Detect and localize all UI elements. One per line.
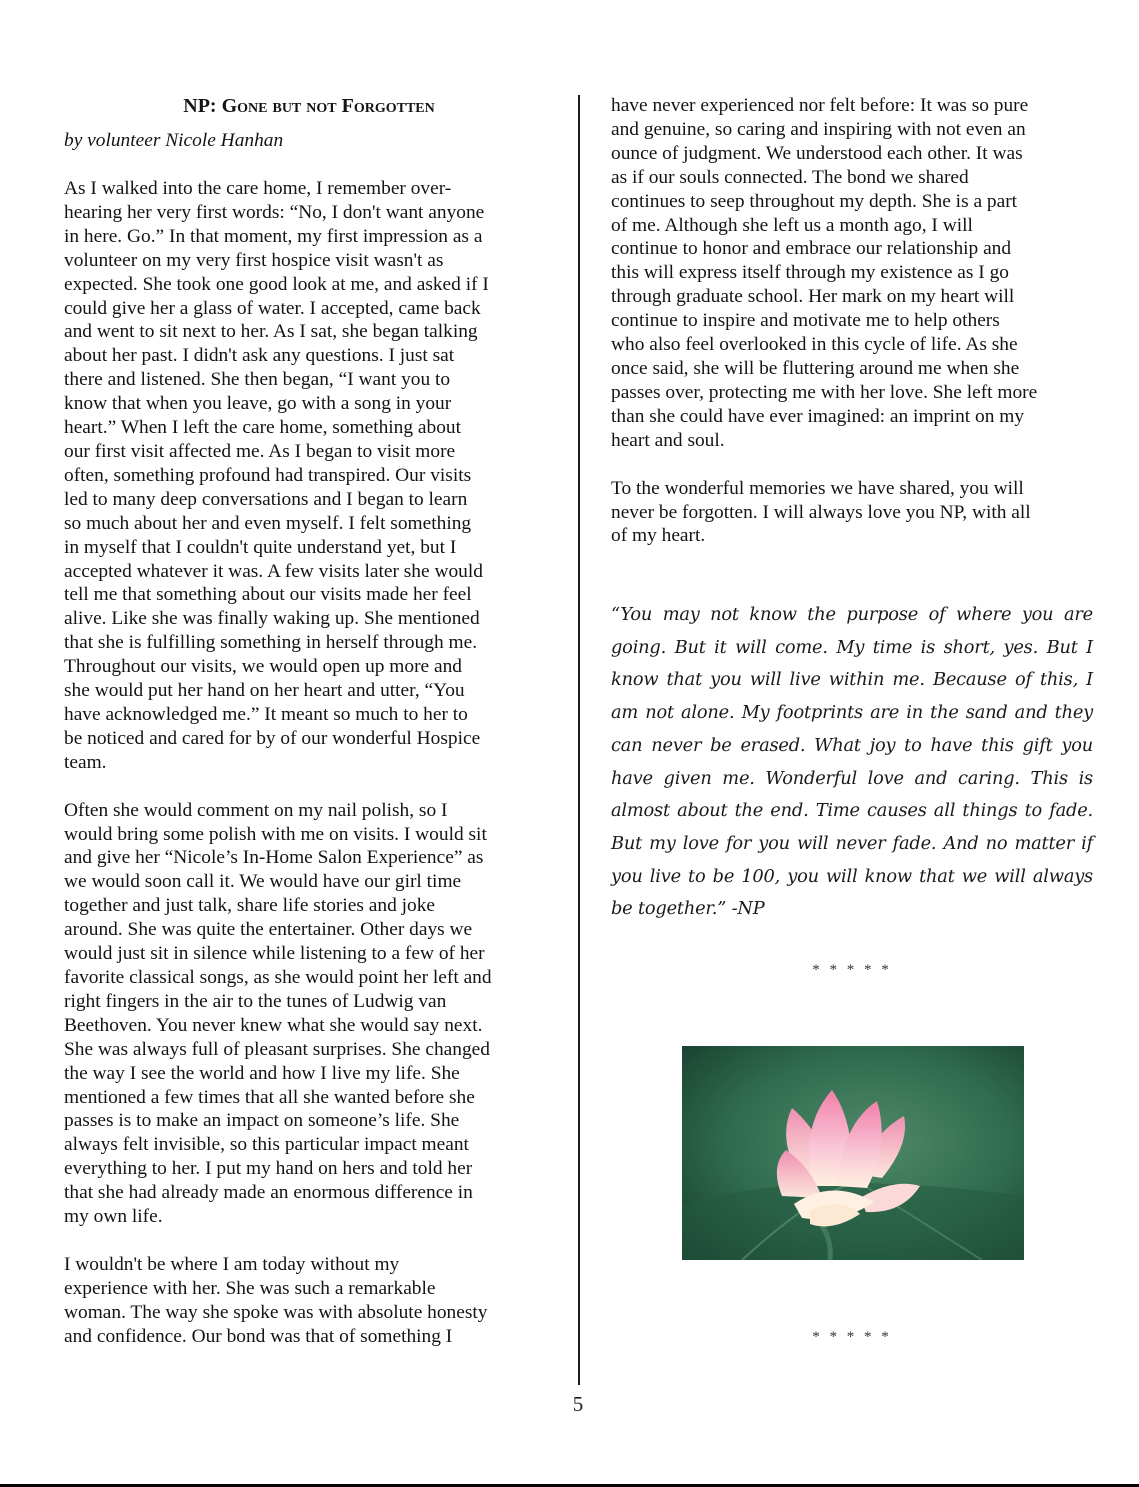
- title-word-forgotten: orgotten: [353, 95, 435, 117]
- body-paragraph-5: To the wonderful memories we have shared, you will never be forgotten. I will always love you NP, with all of my heart.: [611, 477, 1031, 547]
- right-column: [611, 94, 1101, 548]
- page-number: 5: [572, 1392, 584, 1416]
- body-paragraph-3: I wouldn't be where I am today without my experience with her. She was such a remarkable woman. The way she spoke was with absolute honesty and confidence. Our bond was that of something I: [64, 1253, 488, 1347]
- star-separator-bottom: * * * * *: [812, 1329, 892, 1345]
- body-paragraph-2: Often she would comment on my nail polish, so I would bring some polish with me on visits. I would sit and give her “Nicole’s In-Home Salon Experience” as we would soon call it. We would have our girl time together and just talk, share life stories and joke around. She was quite the entertainer. Other days we would just sit in silence while listening to a few of her favorite classical songs, as she would point her left and right fingers in the air to the tunes of Ludwig van Beethoven. You never knew what she would say next. She was always full of pleasant surprises. She changed the way I see the world and how I live my life. She mentioned a few times that all she wanted before she passes is to make an impact on someone’s life. She always felt invisible, so this particular impact meant everything to her. I put my hand on hers and told her that she had already made an enormous difference in my own life.: [64, 799, 492, 1228]
- star-separator-top: * * * * *: [812, 962, 892, 978]
- np-quote: “You may not know the purpose of where you are going. But it will come. My time is short, yes. But I know that you will live within me. Because of this, I am not alone. My footprints are in the sand and they can never be erased. What joy to have this gift you have given me. Wonderful love and caring. This is almost about the end. Time causes all things to fade. But my love for you will never fade. And no matter if you live to be 100, you will know that we will always be together.” -NP: [611, 604, 1093, 920]
- lotus-flower-photo: [682, 1046, 1024, 1260]
- article-title: [64, 94, 554, 118]
- left-column: [64, 94, 554, 1349]
- body-paragraph-1: As I walked into the care home, I remember over- hearing her very first words: “No, I don't want anyone in here. Go.” In that moment, my first impression as a volunteer on my very first hospice visit wasn't as expected. She took one good look at me, and asked if I could give her a glass of water. I accepted, came back and went to sit next to her. As I sat, she began talking about her past. I didn't ask any questions. I just sat there and listened. She then began, “I want you to know that when you leave, go with a song in your heart.” When I left the care home, something about our first visit affected me. As I began to visit more often, something profound had transpired. Our visits led to many deep conversations and I began to learn so much about her and even myself. I felt something in myself that I couldn't quite understand yet, but I accepted whatever it was. A few visits later she would tell me that something about our visits made her feel alive. Like she was finally waking up. She mentioned that she is fulfilling something in herself through me. Throughout our visits, we would open up more and she would put her hand on her heart and utter, “You have acknowledged me.” It meant so much to her to be noticed and cared for by of our wonderful Hospice team.: [64, 178, 489, 773]
- column-divider: [578, 95, 580, 1385]
- title-prefix: NP: G: [183, 95, 238, 117]
- body-paragraph-4: have never experienced nor felt before: It was so pure and genuine, so caring and inspiring with not even an ounce of judgment. We understood each other. It was as if our souls connected. The bond we shared continues to seep throughout my depth. She is a part of me. Although she left us a month ago, I will continue to honor and embrace our relationship and this will express itself through my existence as I go through graduate school. Her mark on my heart will continue to inspire and motivate me to help others who also feel overlooked in this cycle of life. As she once said, she will be fluttering around me when she passes over, protecting me with her love. She left more than she could have ever imagined: an imprint on my heart and soul.: [611, 95, 1038, 451]
- title-initial-f: F: [341, 95, 354, 117]
- title-word-gone-but-not: one but not: [237, 95, 337, 117]
- article-byline: by volunteer Nicole Hanhan: [64, 130, 284, 151]
